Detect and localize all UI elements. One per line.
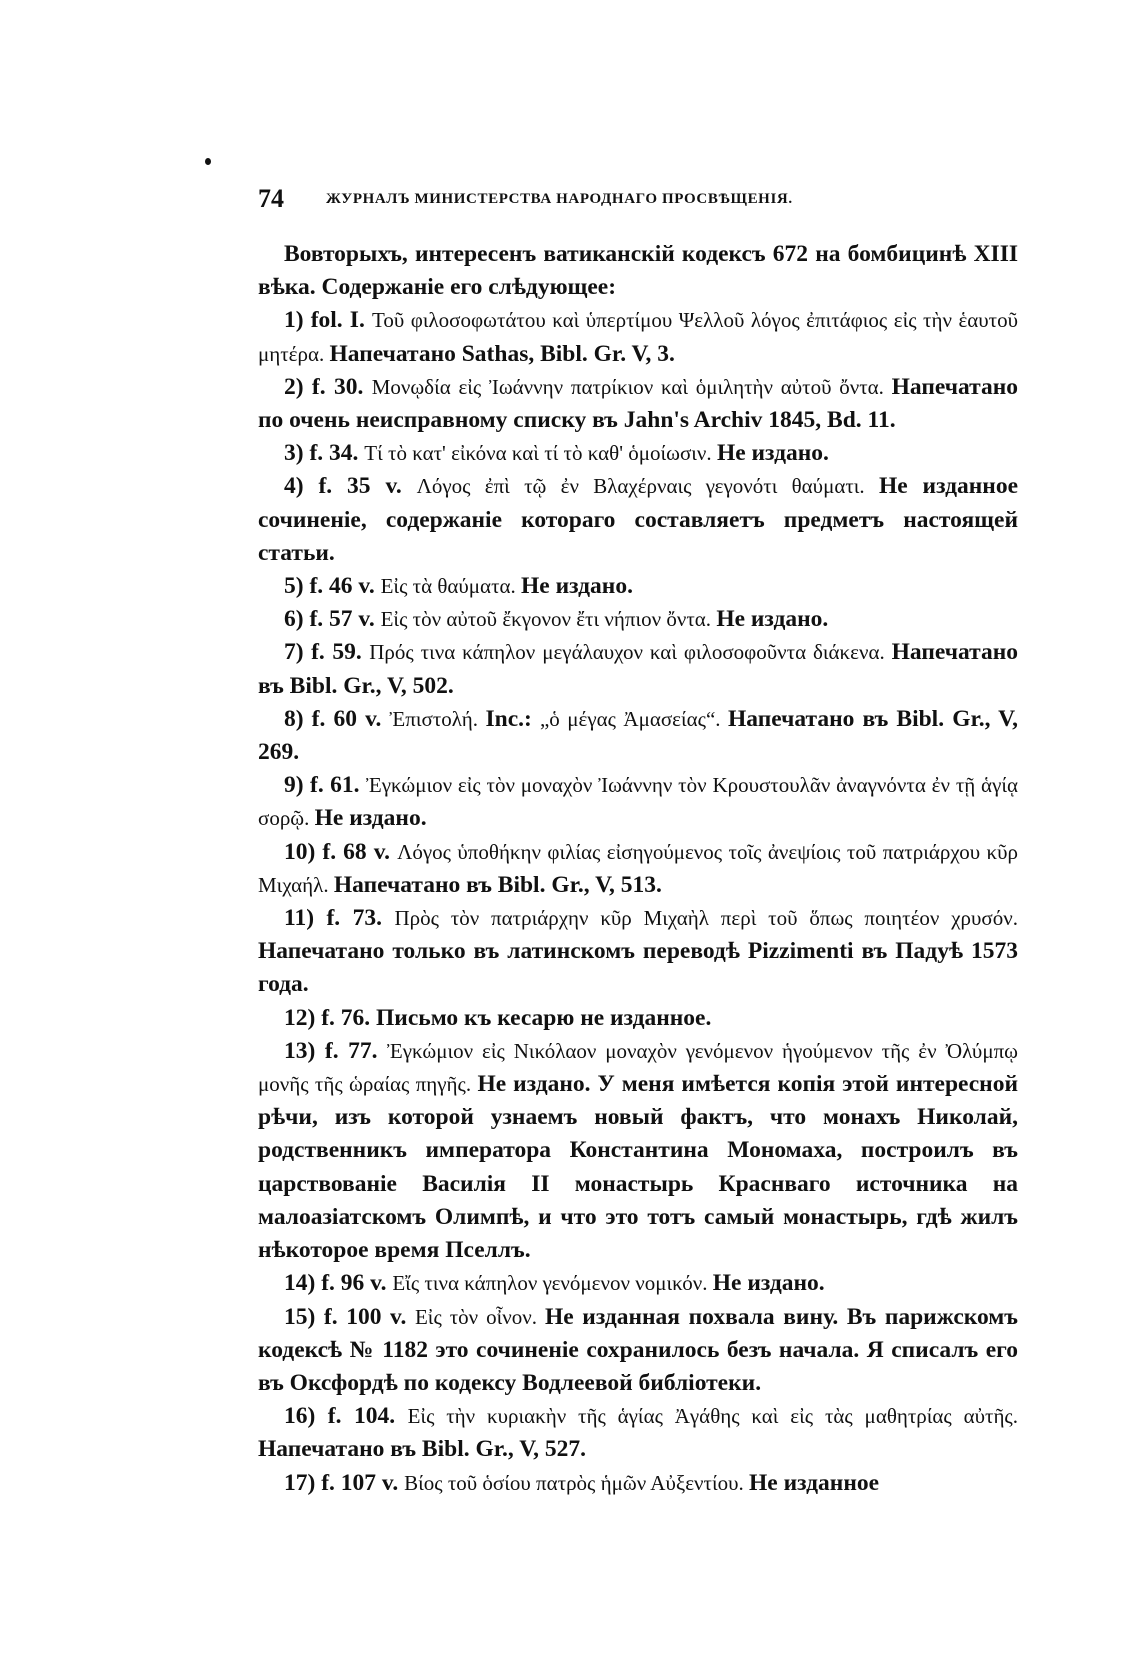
russian-text: Не изданное сочиненіе, содержаніе котораго составляетъ предметъ настоящей статьи.	[258, 473, 1018, 566]
greek-title: Ἐγκώμιον εἰς τὸν μοναχὸν Ἰωάννην τὸν Κρουστουλᾶν ἀναγνόντα ἐν τῇ ἁγίᾳ σορῷ.	[258, 773, 1018, 831]
ink-speck	[205, 158, 211, 165]
russian-text: Не издано.	[716, 440, 829, 467]
russian-text: Напечатано Sathas, Bibl. Gr. V, 3.	[329, 340, 675, 367]
list-item	[258, 703, 1018, 769]
greek-title: Εἰς τὸν οἶνον.	[414, 1304, 545, 1329]
russian-text: Напечатано въ Bibl. Gr., V, 269.	[258, 705, 1018, 766]
list-item	[258, 1267, 1018, 1300]
greek-title: Εἰς τὰ θαύματα.	[380, 574, 522, 599]
item-reference: 7) f. 59.	[284, 639, 370, 666]
russian-text: Не издано.	[712, 1270, 825, 1297]
page-header	[258, 184, 1018, 224]
item-reference: 3) f. 34.	[284, 440, 365, 467]
russian-text: Не издано.	[521, 573, 633, 600]
item-reference: 1) fol. I.	[284, 307, 372, 334]
greek-title: Εἴς τινα κάπηλον γενόμενον νομικόν.	[392, 1271, 713, 1296]
list-item	[258, 1035, 1018, 1267]
greek-title: Εἰς τὴν κυριακὴν τῆς ἁγίας Ἀγάθης καὶ εἰς τὰς μαθητρίας αὐτῆς.	[407, 1404, 1018, 1429]
item-reference: 2) f. 30.	[284, 373, 372, 400]
greek-title: „ὁ μέγας Ἀμασείας“.	[539, 706, 729, 731]
page-number: 74	[258, 184, 284, 213]
list-item	[258, 1400, 1018, 1466]
item-reference: 6) f. 57 v.	[284, 606, 381, 633]
item-reference: 12) f. 76.	[284, 1004, 377, 1031]
body-text	[258, 238, 1018, 1500]
list-item	[258, 1301, 1018, 1401]
russian-text: Не изданное	[749, 1469, 880, 1496]
russian-text: Не изданная похвала вину. Въ парижскомъ кодексѣ № 1182 это сочиненіе сохранилось безъ начала. Я списалъ его въ Оксфордѣ по кодексу Водлеевой библіотеки.	[258, 1303, 1019, 1396]
item-reference: 16) f. 104.	[284, 1403, 408, 1430]
item-reference: 5) f. 46 v.	[284, 573, 381, 600]
greek-title: Ἐπιστολή.	[389, 706, 486, 731]
item-reference: 11) f. 73.	[284, 905, 395, 932]
list-item	[258, 304, 1018, 370]
russian-text: Inc.:	[485, 705, 540, 732]
list-item	[258, 570, 1018, 603]
item-reference: 14) f. 96 v.	[284, 1270, 393, 1297]
greek-title: Λόγος ὑποθήκην φιλίας εἰσηγούμενος τοῖς ἀνεψίοις τοῦ πατριάρχου κῦρ Μιχαήλ.	[258, 839, 1019, 897]
greek-title: Εἰς τὸν αὐτοῦ ἔκγονον ἔτι νήπιον ὄντα.	[380, 607, 717, 632]
russian-text: Вовторыхъ, интересенъ ватиканскій кодексъ 672 на бомбицинѣ XIII вѣка. Содержаніе его слѣдующее:	[258, 241, 1018, 301]
item-reference: 10) f. 68 v.	[284, 838, 398, 865]
list-item	[258, 836, 1018, 902]
russian-text: Напечатано по очень неисправному списку въ Jahn's Archiv 1845, Bd. 11.	[258, 373, 1018, 434]
running-title: ЖУРНАЛЪ МИНИСТЕРСТВА НАРОДНАГО ПРОСВѢЩЕНІЯ.	[326, 191, 793, 207]
greek-title: Μονῳδία εἰς Ἰωάννην πατρίκιον καὶ ὁμιλητὴν αὐτοῦ ὄντα.	[371, 374, 892, 399]
item-reference: 9) f. 61.	[284, 772, 366, 799]
intro-paragraph	[258, 238, 1018, 304]
item-reference: 17) f. 107 v.	[284, 1469, 405, 1496]
russian-text: Письмо къ кесарю не изданное.	[376, 1004, 712, 1031]
item-reference: 13) f. 77.	[284, 1037, 388, 1064]
russian-text: Не издано. У меня имѣется копія этой интересной рѣчи, изъ которой узнаемъ новый фактъ, что монахъ Николай, родственникъ императора Константина Мономаха, построилъ въ царствованіе Василія II монастырь Краснваго источника на малоазіатскомъ Олимпѣ, и что это тотъ самый монастырь, гдѣ жилъ нѣкоторое время Пселлъ.	[258, 1071, 1019, 1264]
list-item	[258, 437, 1018, 470]
greek-title: Πρός τινα κάπηλον μεγάλαυχον καὶ φιλοσοφοῦντα διάκενα.	[369, 640, 892, 665]
greek-title: Τοῦ φιλοσοφωτάτου καὶ ὑπερτίμου Ψελλοῦ λόγος ἐπιτάφιος εἰς τὴν ἑαυτοῦ μητέρα.	[258, 308, 1018, 366]
russian-text: Напечатано только въ латинскомъ переводѣ Pizzimenti въ Падуѣ 1573 года.	[258, 938, 1018, 998]
russian-text: Не издано.	[716, 606, 829, 633]
russian-text: Напечатано въ Bibl. Gr., V, 527.	[258, 1436, 587, 1463]
greek-title: Πρὸς τὸν πατριάρχην κῦρ Μιχαὴλ περὶ τοῦ ὅπως ποιητέον χρυσόν.	[394, 906, 1018, 931]
item-reference: 15) f. 100 v.	[284, 1303, 415, 1330]
list-item	[258, 769, 1018, 835]
greek-title: Ἐγκώμιον εἰς Νικόλαον μοναχὸν γενόμενον ἡγούμενον τῆς ἐν Ὀλύμπῳ μονῆς τῆς ὡραίας πηγῆς.	[258, 1038, 1018, 1097]
list-item	[258, 1467, 1018, 1500]
list-item	[258, 603, 1018, 636]
list-item	[258, 636, 1018, 702]
greek-title: Τί τὸ κατ' εἰκόνα καὶ τί τὸ καθ' ὁμοίωσιν.	[364, 441, 717, 466]
list-item	[258, 470, 1018, 570]
greek-title: Βίος τοῦ ὁσίου πατρὸς ἡμῶν Αὐξεντίου.	[404, 1470, 749, 1495]
greek-title: Λόγος ἐπὶ τῷ ἐν Βλαχέρναις γεγονότι θαύματι.	[416, 474, 879, 499]
list-item	[258, 1002, 1018, 1035]
item-reference: 4) f. 35 v.	[284, 473, 417, 500]
list-item	[258, 902, 1018, 1002]
item-reference: 8) f. 60 v.	[284, 705, 390, 732]
russian-text: Напечатано въ Bibl. Gr., V, 513.	[333, 871, 662, 898]
russian-text: Не издано.	[314, 805, 427, 832]
russian-text: Напечатано въ Bibl. Gr., V, 502.	[258, 639, 1018, 699]
list-item	[258, 371, 1018, 437]
